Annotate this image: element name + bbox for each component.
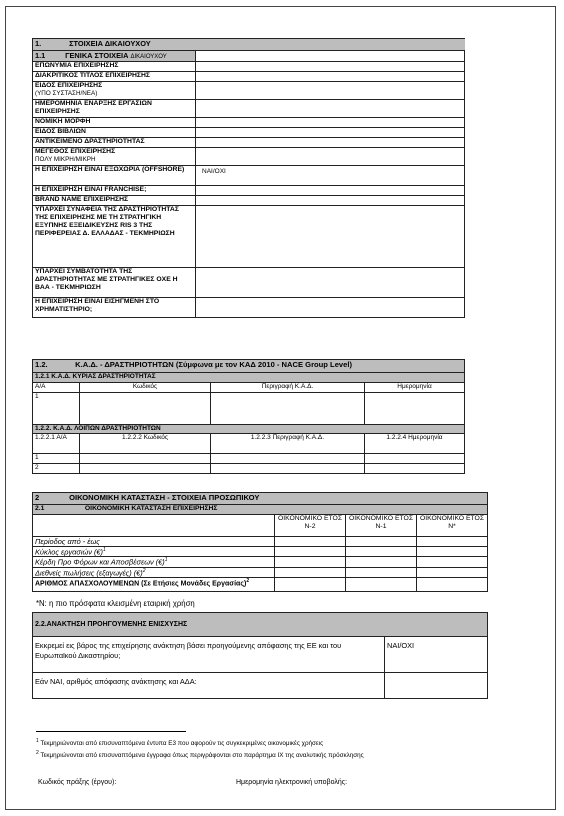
section-2-1-num: 2.1 (35, 505, 45, 512)
footnote-rule (36, 731, 186, 732)
info-label: ΗΜΕΡΟΜΗΝΙΑ ΕΝΑΡΞΗΣ ΕΡΓΑΣΙΩΝ ΕΠΙΧΕΙΡΗΣΗΣ (35, 100, 152, 115)
financial-label-cell (33, 537, 275, 547)
financial-row (33, 557, 488, 567)
info-label-cell (33, 268, 196, 298)
footnote-1 (36, 737, 323, 748)
info-label-note: (ΥΠΟ ΣΥΣΤΑΣΗ/ΝΕΑ) (35, 90, 98, 97)
info-value[interactable] (196, 206, 465, 268)
info-row (33, 166, 465, 186)
kad-other-title: 1.2.2. Κ.Α.Δ. ΛΟΙΠΩΝ ΔΡΑΣΤΗΡΙΟΤΗΤΩΝ (33, 425, 465, 434)
kad-other-col-code: 1.2.2.2 Κωδικός (80, 434, 211, 454)
kad-main-col-desc: Περιγραφή Κ.Α.Δ. (211, 383, 365, 393)
kad-header (33, 360, 465, 373)
financial-label: Περίοδος από - έως (35, 537, 100, 546)
financial-label: Κέρδη Προ Φόρων και Αποσβέσεων (€) (35, 557, 165, 567)
info-value[interactable] (196, 118, 465, 128)
financial-value-cell[interactable] (346, 557, 417, 567)
financial-value-cell[interactable] (417, 537, 488, 547)
info-label-cell (33, 298, 196, 318)
section-2-1-title: ΟΙΚΟΝΟΜΙΚΗ ΚΑΤΑΣΤΑΣΗ ΕΠΙΧΕΙΡΗΣΗΣ (84, 505, 218, 512)
info-label: Η ΕΠΙΧΕΙΡΗΣΗ ΕΙΝΑΙ FRANCHISE; (35, 186, 147, 193)
financial-value-cell[interactable] (275, 567, 346, 577)
info-value[interactable] (196, 138, 465, 148)
info-label: ΑΝΤΙΚΕΙΜΕΝΟ ΔΡΑΣΤΗΡΙΟΤΗΤΑΣ (35, 138, 145, 145)
financial-value-cell[interactable] (346, 537, 417, 547)
financial-value-cell[interactable] (275, 557, 346, 567)
kad-other-desc-cell[interactable] (211, 454, 365, 464)
section-1-1-title-small: ΔΙΚΑΙΟΥΧΟΥ (130, 54, 167, 60)
info-label-cell (33, 148, 196, 166)
footnote-1-text: Τεκμηριώνονται από επισυναπτόμενα έντυπα Ε3 που αφορούν τις συγκεκριμένες οικονομικές χρήσεις (40, 740, 324, 748)
financial-value-cell[interactable] (275, 537, 346, 547)
financial-corner (33, 515, 275, 537)
section-1-1-blank (196, 51, 465, 62)
financial-label-cell (33, 557, 275, 567)
financial-footnote-ref: 1 (103, 547, 106, 553)
recovery-decision-label: Εάν ΝΑΙ, αριθμός απόφασης ανάκτησης και ΑΔΑ: (33, 673, 385, 699)
general-info-table (32, 38, 465, 318)
kad-other-row-num: 1 (33, 454, 80, 464)
info-row (33, 72, 465, 82)
kad-main-title: 1.2.1 Κ.Α.Δ. ΚΥΡΙΑΣ ΔΡΑΣΤΗΡΙΟΤΗΤΑΣ (33, 373, 465, 383)
section-2-1-header (33, 505, 488, 515)
info-value[interactable] (196, 298, 465, 318)
financial-label-cell (33, 567, 275, 577)
info-value[interactable] (196, 62, 465, 72)
info-row (33, 196, 465, 206)
kad-other-code-cell[interactable] (80, 454, 211, 464)
info-label-cell (33, 186, 196, 196)
financial-value-cell[interactable] (417, 578, 488, 592)
financial-footnote-ref: 2 (142, 567, 146, 574)
kad-other-desc-cell[interactable] (211, 464, 365, 474)
info-label-cell (33, 206, 196, 268)
financial-value-cell[interactable] (417, 567, 488, 577)
year-n2-head: ΟΙΚΟΝΟΜΙΚΟ ΕΤΟΣ Ν-2 (275, 515, 346, 537)
info-row (33, 186, 465, 196)
info-row (33, 118, 465, 128)
info-label-cell (33, 82, 196, 100)
asterisk-note: *Ν: η πιο πρόσφατα κλεισμένη εταιρική χρήση (36, 599, 195, 608)
financial-label-cell (33, 578, 275, 592)
info-row (33, 206, 465, 268)
info-label: ΕΙΔΟΣ ΒΙΒΛΙΩΝ (35, 128, 86, 135)
year-n1-head: ΟΙΚΟΝΟΜΙΚΟ ΕΤΟΣ Ν-1 (346, 515, 417, 537)
section-2-num: 2 (35, 493, 40, 502)
info-row (33, 82, 465, 100)
recovery-answer[interactable]: ΝΑΙ/ΟΧΙ (385, 637, 488, 673)
info-label: ΥΠΑΡΧΕΙ ΣΥΜΒΑΤΟΤΗΤΑ ΤΗΣ ΔΡΑΣΤΗΡΙΟΤΗΤΑΣ ΜΕ ΣΤΡΑΤΗΓΙΚΕΣ ΟΧΕ Η ΒΑΑ - ΤΕΚΜΗΡΙΩΣΗ (35, 268, 178, 291)
financial-value-cell[interactable] (275, 547, 346, 557)
info-label-cell (33, 166, 196, 186)
info-label-cell (33, 196, 196, 206)
project-code-label: Κωδικός πράξης (έργου): (38, 779, 117, 786)
kad-main-col-code: Κωδικός (80, 383, 211, 393)
kad-other-date-cell[interactable] (365, 454, 465, 464)
financial-value-cell[interactable] (346, 578, 417, 592)
info-value[interactable] (196, 268, 465, 298)
info-label: Η ΕΠΙΧΕΙΡΗΣΗ ΕΙΝΑΙ ΕΙΣΗΓΜΕΝΗ ΣΤΟ ΧΡΗΜΑΤΙΣΤΗΡΙΟ; (35, 298, 160, 313)
info-label-cell (33, 100, 196, 118)
recovery-decision-value[interactable] (385, 673, 488, 699)
info-label-cell (33, 62, 196, 72)
financial-row (33, 578, 488, 592)
footnote-1-num: 1 (36, 738, 39, 744)
info-label-note: ΠΟΛΥ ΜΙΚΡΗ/ΜΙΚΡΗ (35, 156, 96, 163)
info-label: ΔΙΑΚΡΙΤΙΚΟΣ ΤΙΤΛΟΣ ΕΠΙΧΕΙΡΗΣΗΣ (35, 72, 150, 79)
financial-label: Διεθνείς πωλήσεις (εξαγωγές) (€) (35, 568, 143, 578)
info-label: BRAND NAME ΕΠΙΧΕΙΡΗΣΗΣ (35, 196, 129, 203)
info-label: Η ΕΠΙΧΕΙΡΗΣΗ ΕΙΝΑΙ ΕΞΩΧΩΡΙΑ (OFFSHORE) (35, 166, 185, 173)
section-1-num: 1. (35, 39, 42, 48)
kad-table (32, 359, 465, 474)
info-value[interactable] (196, 128, 465, 138)
footnote-2-text: Τεκμηριώνονται από επισυναπτόμενα έγγραφα όπως περιγράφονται στο παράρτημα IX της αναλυτικής πρόσκλησης (40, 752, 364, 760)
financial-value-cell[interactable] (417, 547, 488, 557)
recovery-header: 2.2.ΑΝΑΚΤΗΣΗ ΠΡΟΗΓΟΥΜΕΝΗΣ ΕΝΙΣΧΥΣΗΣ (33, 613, 488, 637)
financial-row (33, 537, 488, 547)
info-value[interactable] (196, 82, 465, 100)
financial-table (32, 492, 488, 592)
section-1-title: ΣΤΟΙΧΕΙΑ ΔΙΚΑΙΟΥΧΟΥ (69, 39, 151, 48)
kad-num: 1.2. (35, 360, 48, 369)
info-label-cell (33, 128, 196, 138)
info-label: ΕΙΔΟΣ ΕΠΙΧΕΙΡΗΣΗΣ (35, 82, 103, 89)
info-value[interactable] (196, 100, 465, 118)
financial-label-cell (33, 547, 275, 557)
kad-main-row-num: 1 (33, 393, 80, 425)
financial-value-cell[interactable] (275, 578, 346, 592)
section-1-1-num: 1.1 (35, 51, 46, 60)
info-row (33, 268, 465, 298)
kad-other-col-date: 1.2.2.4 Ημερομηνία (365, 434, 465, 454)
info-value[interactable]: ΝΑΙ/ΟΧΙ (196, 166, 465, 186)
info-value[interactable] (196, 72, 465, 82)
kad-other-col-aa: 1.2.2.1 Α/Α (33, 434, 80, 454)
info-label: ΝΟΜΙΚΗ ΜΟΡΦΗ (35, 118, 91, 125)
info-label: ΜΕΓΕΘΟΣ ΕΠΙΧΕΙΡΗΣΗΣ (35, 148, 116, 155)
kad-main-col-date: Ημερομηνία (365, 383, 465, 393)
kad-other-date-cell[interactable] (365, 464, 465, 474)
financial-footnote-ref: 2 (246, 578, 250, 585)
info-label-cell (33, 138, 196, 148)
info-row (33, 298, 465, 318)
kad-main-date-cell[interactable] (365, 393, 465, 425)
info-value[interactable] (196, 186, 465, 196)
year-n-head: ΟΙΚΟΝΟΜΙΚΟ ΕΤΟΣ Ν* (417, 515, 488, 537)
financial-value-cell[interactable] (417, 557, 488, 567)
info-row (33, 138, 465, 148)
info-row (33, 128, 465, 138)
recovery-table (32, 612, 488, 699)
info-label: ΕΠΩΝΥΜΙΑ ΕΠΙΧΕΙΡΗΣΗΣ (35, 62, 119, 69)
section-1-1-title: ΓΕΝΙΚΑ ΣΤΟΙΧΕΙΑ (65, 51, 129, 60)
kad-other-code-cell[interactable] (80, 464, 211, 474)
section-1-1-header (33, 51, 196, 62)
info-row (33, 148, 465, 166)
kad-title: Κ.Α.Δ. - ΔΡΑΣΤΗΡΙΟΤΗΤΩΝ (Σύμφωνα με τον ΚΑΔ 2010 - NACE Group Level) (75, 360, 353, 369)
recovery-question: Εκκρεμεί εις βάρος της επιχείρησης ανάκτηση βάσει προηγούμενης απόφασης της ΕΕ και του Ευρωπαϊκού Δικαστηρίου; (33, 637, 385, 673)
financial-row (33, 547, 488, 557)
info-row (33, 100, 465, 118)
section-2-header (33, 493, 488, 505)
info-value[interactable] (196, 196, 465, 206)
kad-other-row-num: 2 (33, 464, 80, 474)
kad-other-col-desc: 1.2.2.3 Περιγραφή Κ.Α.Δ. (211, 434, 365, 454)
info-row (33, 62, 465, 72)
section-1-header (33, 39, 465, 51)
info-label-cell (33, 72, 196, 82)
financial-footnote-ref: 1 (164, 557, 168, 564)
info-value[interactable] (196, 148, 465, 166)
kad-main-desc-cell[interactable] (211, 393, 365, 425)
kad-main-col-aa: Α/Α (33, 383, 80, 393)
footnote-2-num: 2 (36, 750, 39, 756)
submission-date-label: Ημερομηνία ηλεκτρονική υποβολής: (236, 779, 348, 786)
section-2-title: ΟΙΚΟΝΟΜΙΚΗ ΚΑΤΑΣΤΑΣΗ - ΣΤΟΙΧΕΙΑ ΠΡΟΣΩΠΙΚΟΥ (69, 493, 260, 502)
info-label-cell (33, 118, 196, 128)
kad-main-code-cell[interactable] (80, 393, 211, 425)
financial-row (33, 567, 488, 577)
footnote-2 (36, 749, 364, 760)
financial-label: Κύκλος εργασιών (€) (35, 547, 104, 557)
financial-label: ΑΡΙΘΜΟΣ ΑΠΑΣΧΟΛΟΥΜΕΝΩΝ (Σε Ετήσιες Μονάδες Εργασίας) (35, 580, 247, 588)
financial-value-cell[interactable] (346, 547, 417, 557)
info-label: ΥΠΑΡΧΕΙ ΣΥΝΑΦΕΙΑ ΤΗΣ ΔΡΑΣΤΗΡΙΟΤΗΤΑΣ ΤΗΣ ΕΠΙΧΕΙΡΗΣΗΣ ΜΕ ΤΗ ΣΤΡΑΤΗΓΙΚΗ ΕΞΥΠΝΗΣ ΕΞΕΙΔΙΚΕΥΣΗΣ RIS 3 ΤΗΣ ΠΕΡΙΦΕΡΕΙΑΣ Δ. ΕΛΛΑΔΑΣ - ΤΕΚΜΗΡΙΩΣΗ (35, 206, 179, 237)
financial-value-cell[interactable] (346, 567, 417, 577)
